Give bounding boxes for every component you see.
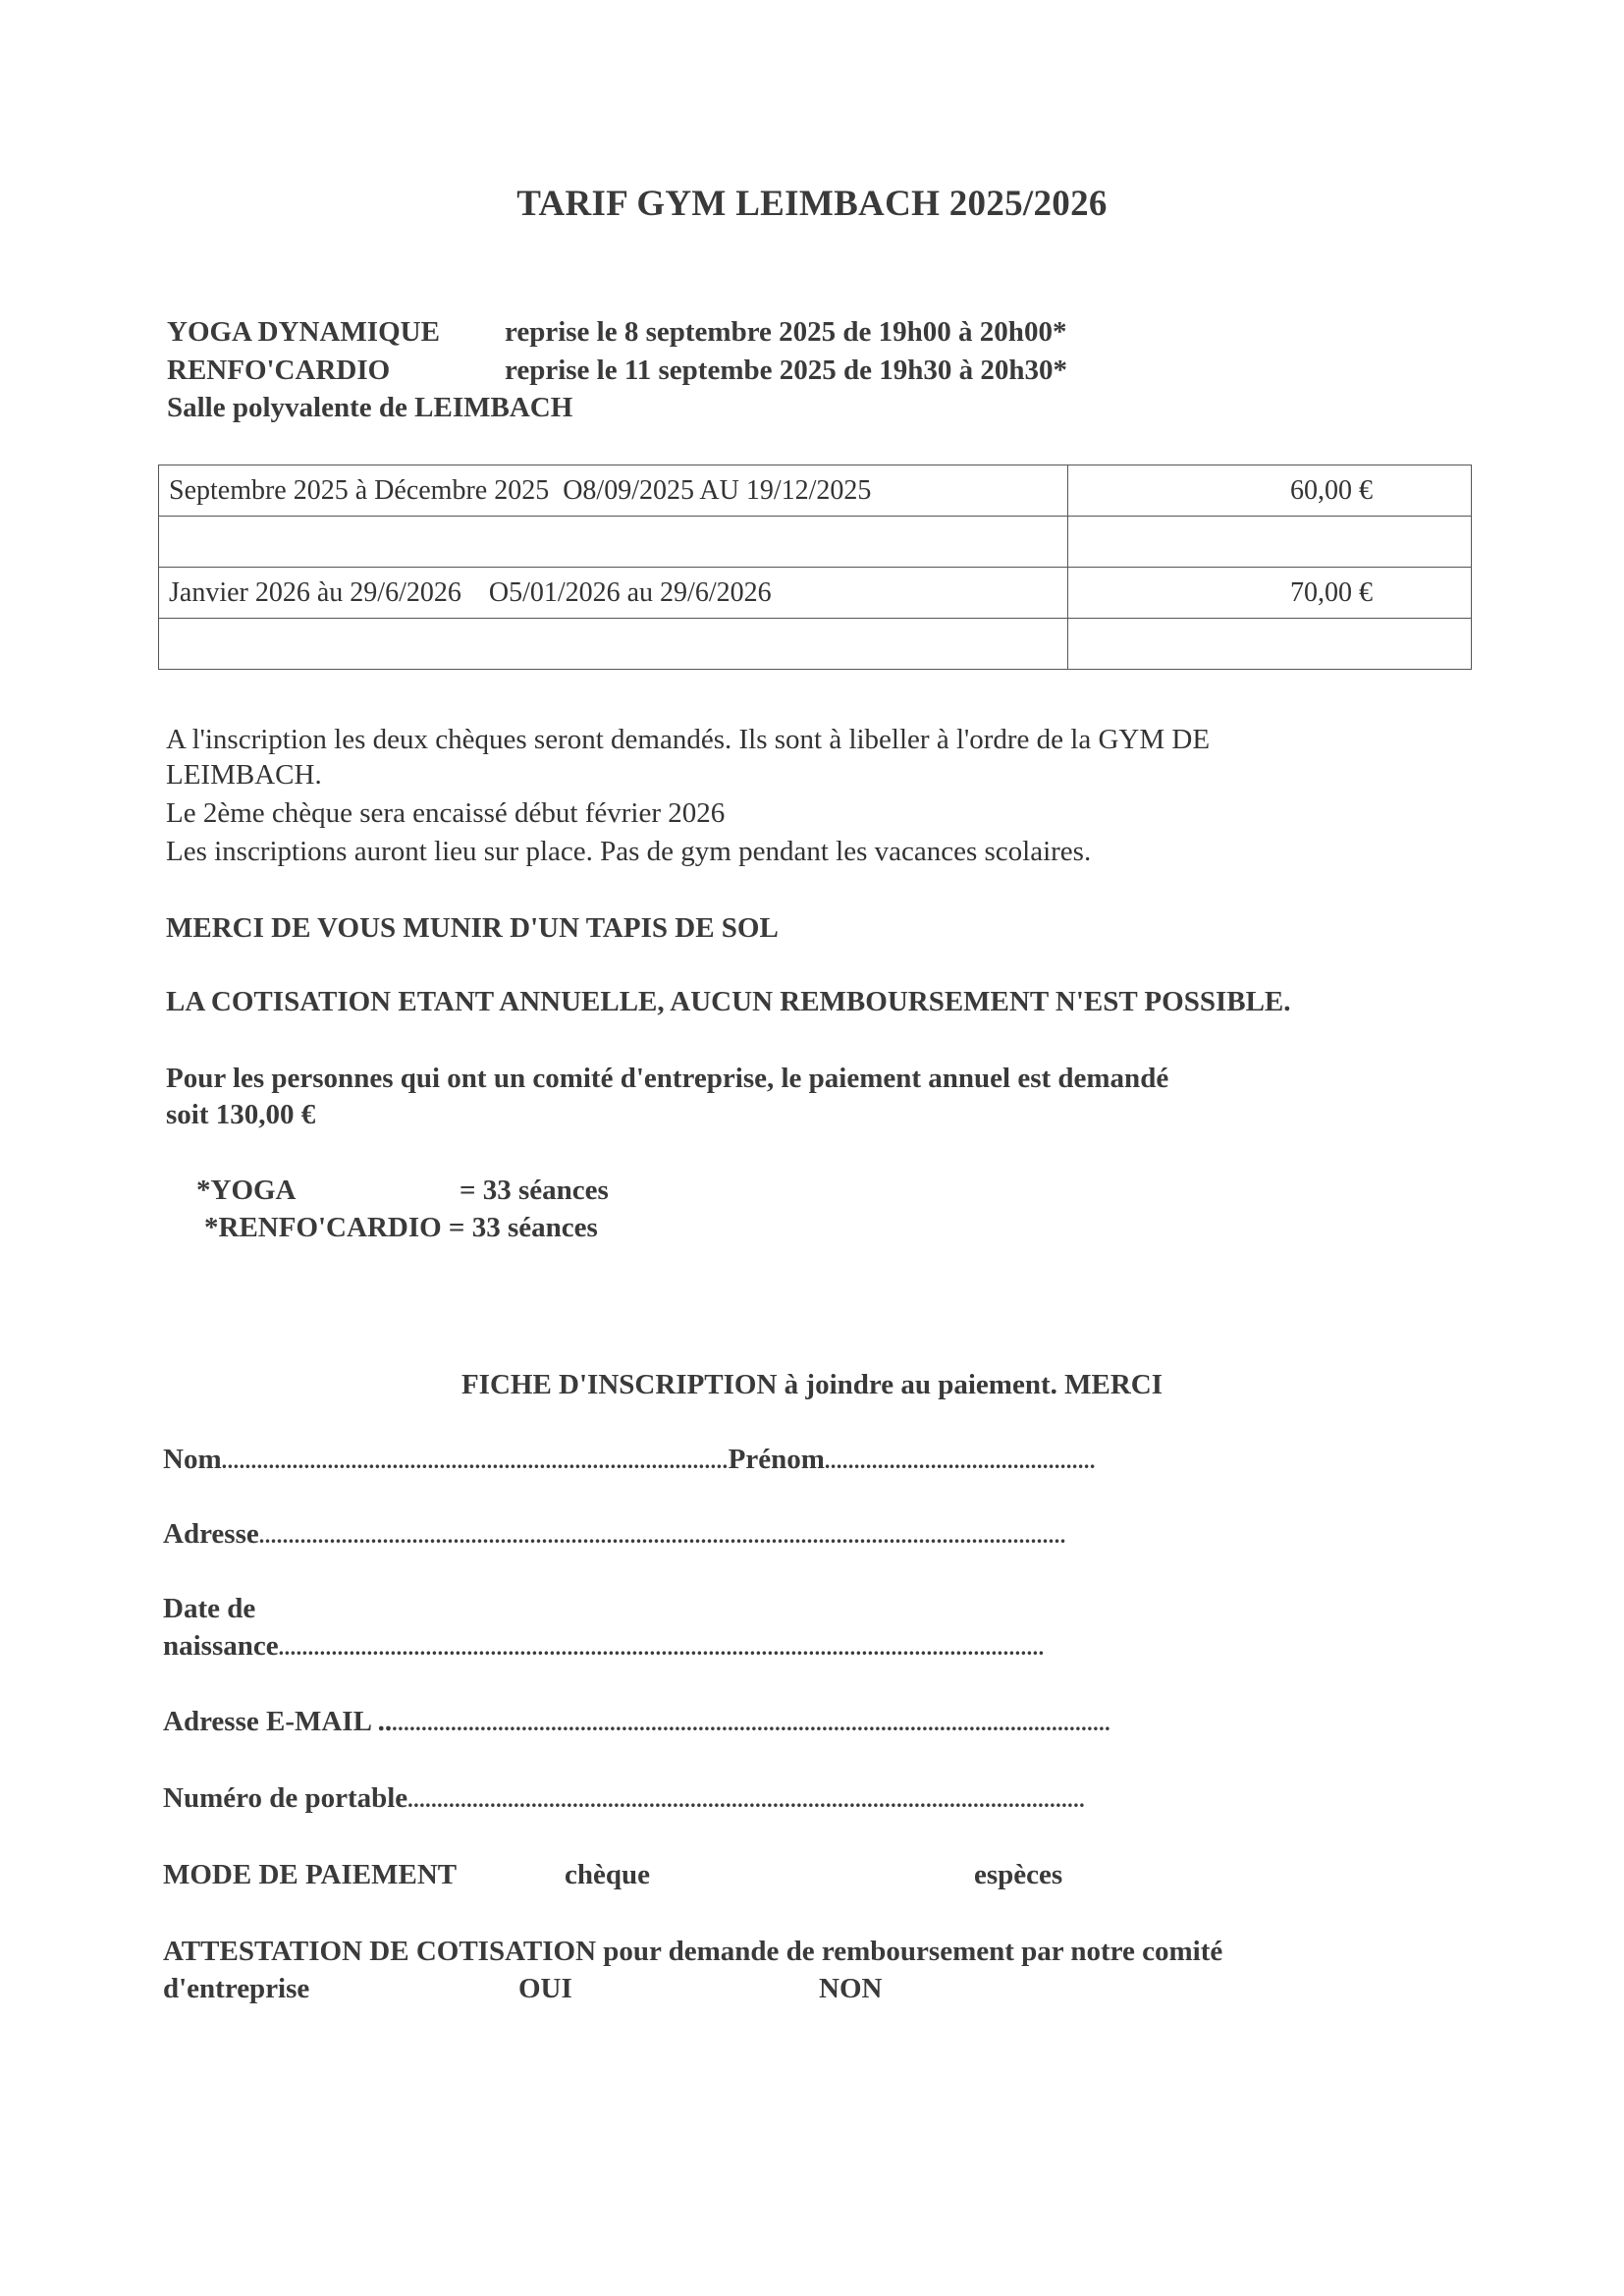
sessions-label: *RENFO'CARDIO xyxy=(204,1212,442,1243)
birth-field[interactable] xyxy=(163,1630,1045,1663)
ce-note-line: Pour les personnes qui ont un comité d'entreprise, le paiement annuel est demandé xyxy=(166,1063,1169,1094)
tarif-table xyxy=(158,465,1472,670)
table-row xyxy=(159,517,1472,568)
phone-label: Numéro de portable xyxy=(163,1782,408,1814)
attestation-option-non[interactable]: NON xyxy=(819,1973,883,2004)
activity-schedule: reprise le 11 septembe 2025 de 19h30 à 20h30* xyxy=(505,355,1067,386)
nom-field[interactable] xyxy=(163,1444,1096,1476)
sessions-value: = 33 séances xyxy=(460,1175,609,1206)
info-line: Les inscriptions auront lieu sur place. Pas de gym pendant les vacances scolaires. xyxy=(166,836,1092,867)
price-cell: 70,00 € xyxy=(1068,568,1472,619)
ce-note-line: soit 130,00 € xyxy=(166,1099,316,1130)
period-cell: Janvier 2026 àu 29/6/2026 O5/01/2026 au 29/6/2026 xyxy=(159,568,1068,619)
attestation-line2: d'entreprise xyxy=(163,1973,310,2004)
form-heading: FICHE D'INSCRIPTION à joindre au paiement. MERCI xyxy=(460,1369,1164,1400)
activity-name: RENFO'CARDIO xyxy=(167,355,391,386)
adresse-label: Adresse xyxy=(163,1518,259,1550)
dotted-line: ................................................................................................................... xyxy=(407,1787,1086,1812)
page-title: TARIF GYM LEIMBACH 2025/2026 xyxy=(516,184,1108,224)
price-cell xyxy=(1068,619,1472,670)
dotted-line: .................................................................................................................................. xyxy=(278,1635,1045,1660)
activity-schedule: reprise le 8 septembre 2025 de 19h00 à 20h00* xyxy=(505,316,1067,348)
sessions-yoga xyxy=(196,1175,609,1207)
activity-name: YOGA DYNAMIQUE xyxy=(167,316,440,348)
email-field[interactable] xyxy=(163,1706,1110,1738)
attestation-line xyxy=(163,1936,1222,1968)
birth-label-2: naissance xyxy=(163,1630,279,1662)
birth-label-1: Date de xyxy=(163,1593,256,1624)
info-line: LEIMBACH. xyxy=(166,759,322,791)
table-row xyxy=(159,619,1472,670)
phone-field[interactable] xyxy=(163,1782,1085,1815)
activity-yoga xyxy=(167,316,1066,349)
info-line: A l'inscription les deux chèques seront demandés. Ils sont à libeller à l'ordre de la GYM DE xyxy=(166,724,1211,755)
dotted-line: ......................................................................................................................................... xyxy=(258,1523,1066,1548)
payment-option-cheque[interactable]: chèque xyxy=(565,1859,650,1890)
activity-renfo xyxy=(167,355,1067,387)
period-cell xyxy=(159,619,1068,670)
period-cell: Septembre 2025 à Décembre 2025 O8/09/2025 AU 19/12/2025 xyxy=(159,465,1068,517)
location: Salle polyvalente de LEIMBACH xyxy=(167,392,573,423)
price-cell: 60,00 € xyxy=(1068,465,1472,517)
info-line: Le 2ème chèque sera encaissé début février 2026 xyxy=(166,797,726,829)
dotted-line: .......................................................................................................................... xyxy=(392,1711,1111,1735)
attestation-bold: ATTESTATION DE COTISATION xyxy=(163,1936,597,1967)
sessions-renfo xyxy=(204,1212,598,1244)
prenom-label: Prénom xyxy=(728,1444,825,1475)
adresse-field[interactable] xyxy=(163,1518,1066,1551)
table-row xyxy=(159,568,1472,619)
payment-label: MODE DE PAIEMENT xyxy=(163,1859,458,1890)
notice-refund: LA COTISATION ETANT ANNUELLE, AUCUN REMBOURSEMENT N'EST POSSIBLE. xyxy=(166,986,1291,1017)
table-row xyxy=(159,465,1472,517)
sessions-value: = 33 séances xyxy=(448,1212,598,1243)
sessions-label: *YOGA xyxy=(196,1175,297,1206)
nom-label: Nom xyxy=(163,1444,222,1475)
payment-option-especes[interactable]: espèces xyxy=(974,1859,1063,1890)
notice-mat: MERCI DE VOUS MUNIR D'UN TAPIS DE SOL xyxy=(166,912,779,944)
dotted-line: .............................................. xyxy=(824,1449,1096,1473)
period-cell xyxy=(159,517,1068,568)
dotted-line: ...................................................................................... xyxy=(221,1449,729,1473)
attestation-option-oui[interactable]: OUI xyxy=(518,1973,572,2004)
price-cell xyxy=(1068,517,1472,568)
attestation-rest: pour demande de remboursement par notre comité xyxy=(603,1936,1223,1967)
email-label: Adresse E-MAIL .. xyxy=(163,1706,393,1737)
